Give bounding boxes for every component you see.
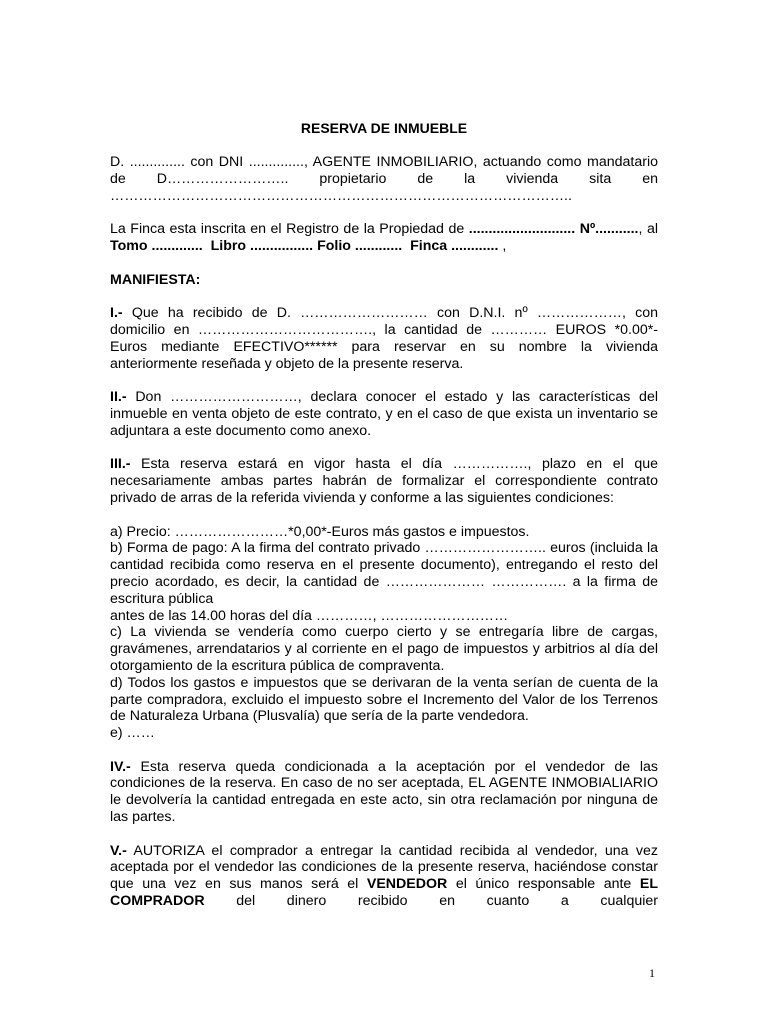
folio-field: Folio ............ xyxy=(317,237,403,254)
section-5-text-3: del dinero recibido en cuanto a cualquier xyxy=(204,893,658,910)
finca-field: Finca ............ xyxy=(410,237,499,254)
comprador-emphasis: EL COMPRADOR xyxy=(110,876,659,910)
section-2-number: II.- xyxy=(110,389,127,406)
spacer xyxy=(110,742,658,759)
spacer xyxy=(110,507,658,524)
section-2 xyxy=(110,389,658,439)
section-5-number: V.- xyxy=(110,842,127,859)
libro-field: Libro ................ xyxy=(210,237,314,254)
section-5 xyxy=(110,843,658,910)
section-5-text-2: el único responsable ante xyxy=(447,876,640,893)
condition-b: b) Forma de pago: A la firma del contrato privado …………………….. euros (incluida la cantidad recibida como reserva en el presente documento), entregando el resto del precio acordado, es decir, la cantidad de ………………… ……………. a la firma de escritura pública xyxy=(110,540,658,607)
registro-blank: ........................... xyxy=(468,221,576,238)
finca-text: La Finca esta inscrita en el Registro de la Propiedad de xyxy=(110,221,469,238)
vendedor-emphasis: VENDEDOR xyxy=(366,876,448,893)
page-number: 1 xyxy=(649,966,655,980)
condition-c: c) La vivienda se vendería como cuerpo cierto y se entregaría libre de cargas, gravámenes, arrendatarios y al corriente en el pago de impuestos y arbitrios al día del otorgamiento de la escritura pública de compraventa. xyxy=(110,624,658,674)
intro-paragraph: D. .............. con DNI .............., AGENTE INMOBILIARIO, actuando como mandatario de D…………………….. propietario de la vivienda sita en …………………………………………………………………………………….. xyxy=(110,154,658,204)
spacer xyxy=(110,255,658,272)
spacer xyxy=(110,440,658,457)
spacer xyxy=(110,372,658,389)
tomo-field: Tomo ............. xyxy=(110,237,203,254)
condition-e: e) …… xyxy=(110,725,155,742)
section-3-text: Esta reserva estará en vigor hasta el día ……………., plazo en el que necesariamente ambas partes habrán de formalizar el correspondiente contrato privado de arras de la referida vivienda y conforme a las siguientes condiciones: xyxy=(110,456,658,506)
spacer xyxy=(110,826,658,843)
section-5-text: AUTORIZA el comprador a entregar la cantidad recibida al vendedor, una vez aceptada por el vendedor las condiciones de la presente reserva, haciéndose constar que una vez en sus manos será el xyxy=(110,842,658,893)
finca-paragraph xyxy=(110,221,658,255)
spacer xyxy=(110,288,658,305)
section-4 xyxy=(110,759,658,826)
section-3-number: III.- xyxy=(110,456,131,473)
document-body xyxy=(110,154,658,910)
numero-blank: ........... xyxy=(595,221,639,238)
section-1-text: Que ha recibido de D. ……………………… con D.N.I. nº ………………, con domicilio en ………………………………., la cantidad de ………… EUROS *0.00*-Euros mediante EFECTIVO****** para reservar en su nombre la vivienda anteriormente reseñada y objeto de la presente reserva. xyxy=(110,305,658,372)
section-3 xyxy=(110,456,658,506)
section-1-number: I.- xyxy=(110,305,123,322)
section-2-text: Don ………………………, declara conocer el estado y las características del inmueble en venta objeto de este contrato, y en el caso de que exista un inventario se adjuntara a este documento como anexo. xyxy=(110,389,658,439)
numero-label: Nº xyxy=(579,221,596,238)
manifiesta-heading: MANIFIESTA: xyxy=(110,271,201,288)
section-1 xyxy=(110,305,658,372)
condition-d: d) Todos los gastos e impuestos que se derivaran de la venta serían de cuenta de la parte compradora, excluido el impuesto sobre el Incremento del Valor de los Terrenos de Naturaleza Urbana (Plusvalía) que sería de la parte vendedora. xyxy=(110,674,658,725)
spacer xyxy=(110,204,658,221)
section-4-text: Esta reserva queda condicionada a la aceptación por el vendedor de las condiciones de la reserva. En caso de no ser aceptada, EL AGENTE INMOBIALIARIO le devolvería la cantidad entregada en este acto, sin otra reclamación por ninguna de las partes. xyxy=(110,758,658,826)
condition-b-continued: antes de las 14.00 horas del día …………, ……………………… xyxy=(110,607,509,624)
section-4-number: IV.- xyxy=(110,758,131,775)
condition-a: a) Precio: ……………………*0,00*-Euros más gastos e impuestos. xyxy=(110,523,530,540)
finca-end: , xyxy=(498,237,507,254)
document-title: RESERVA DE INMUEBLE xyxy=(300,120,468,136)
al-text: , al xyxy=(638,221,658,238)
